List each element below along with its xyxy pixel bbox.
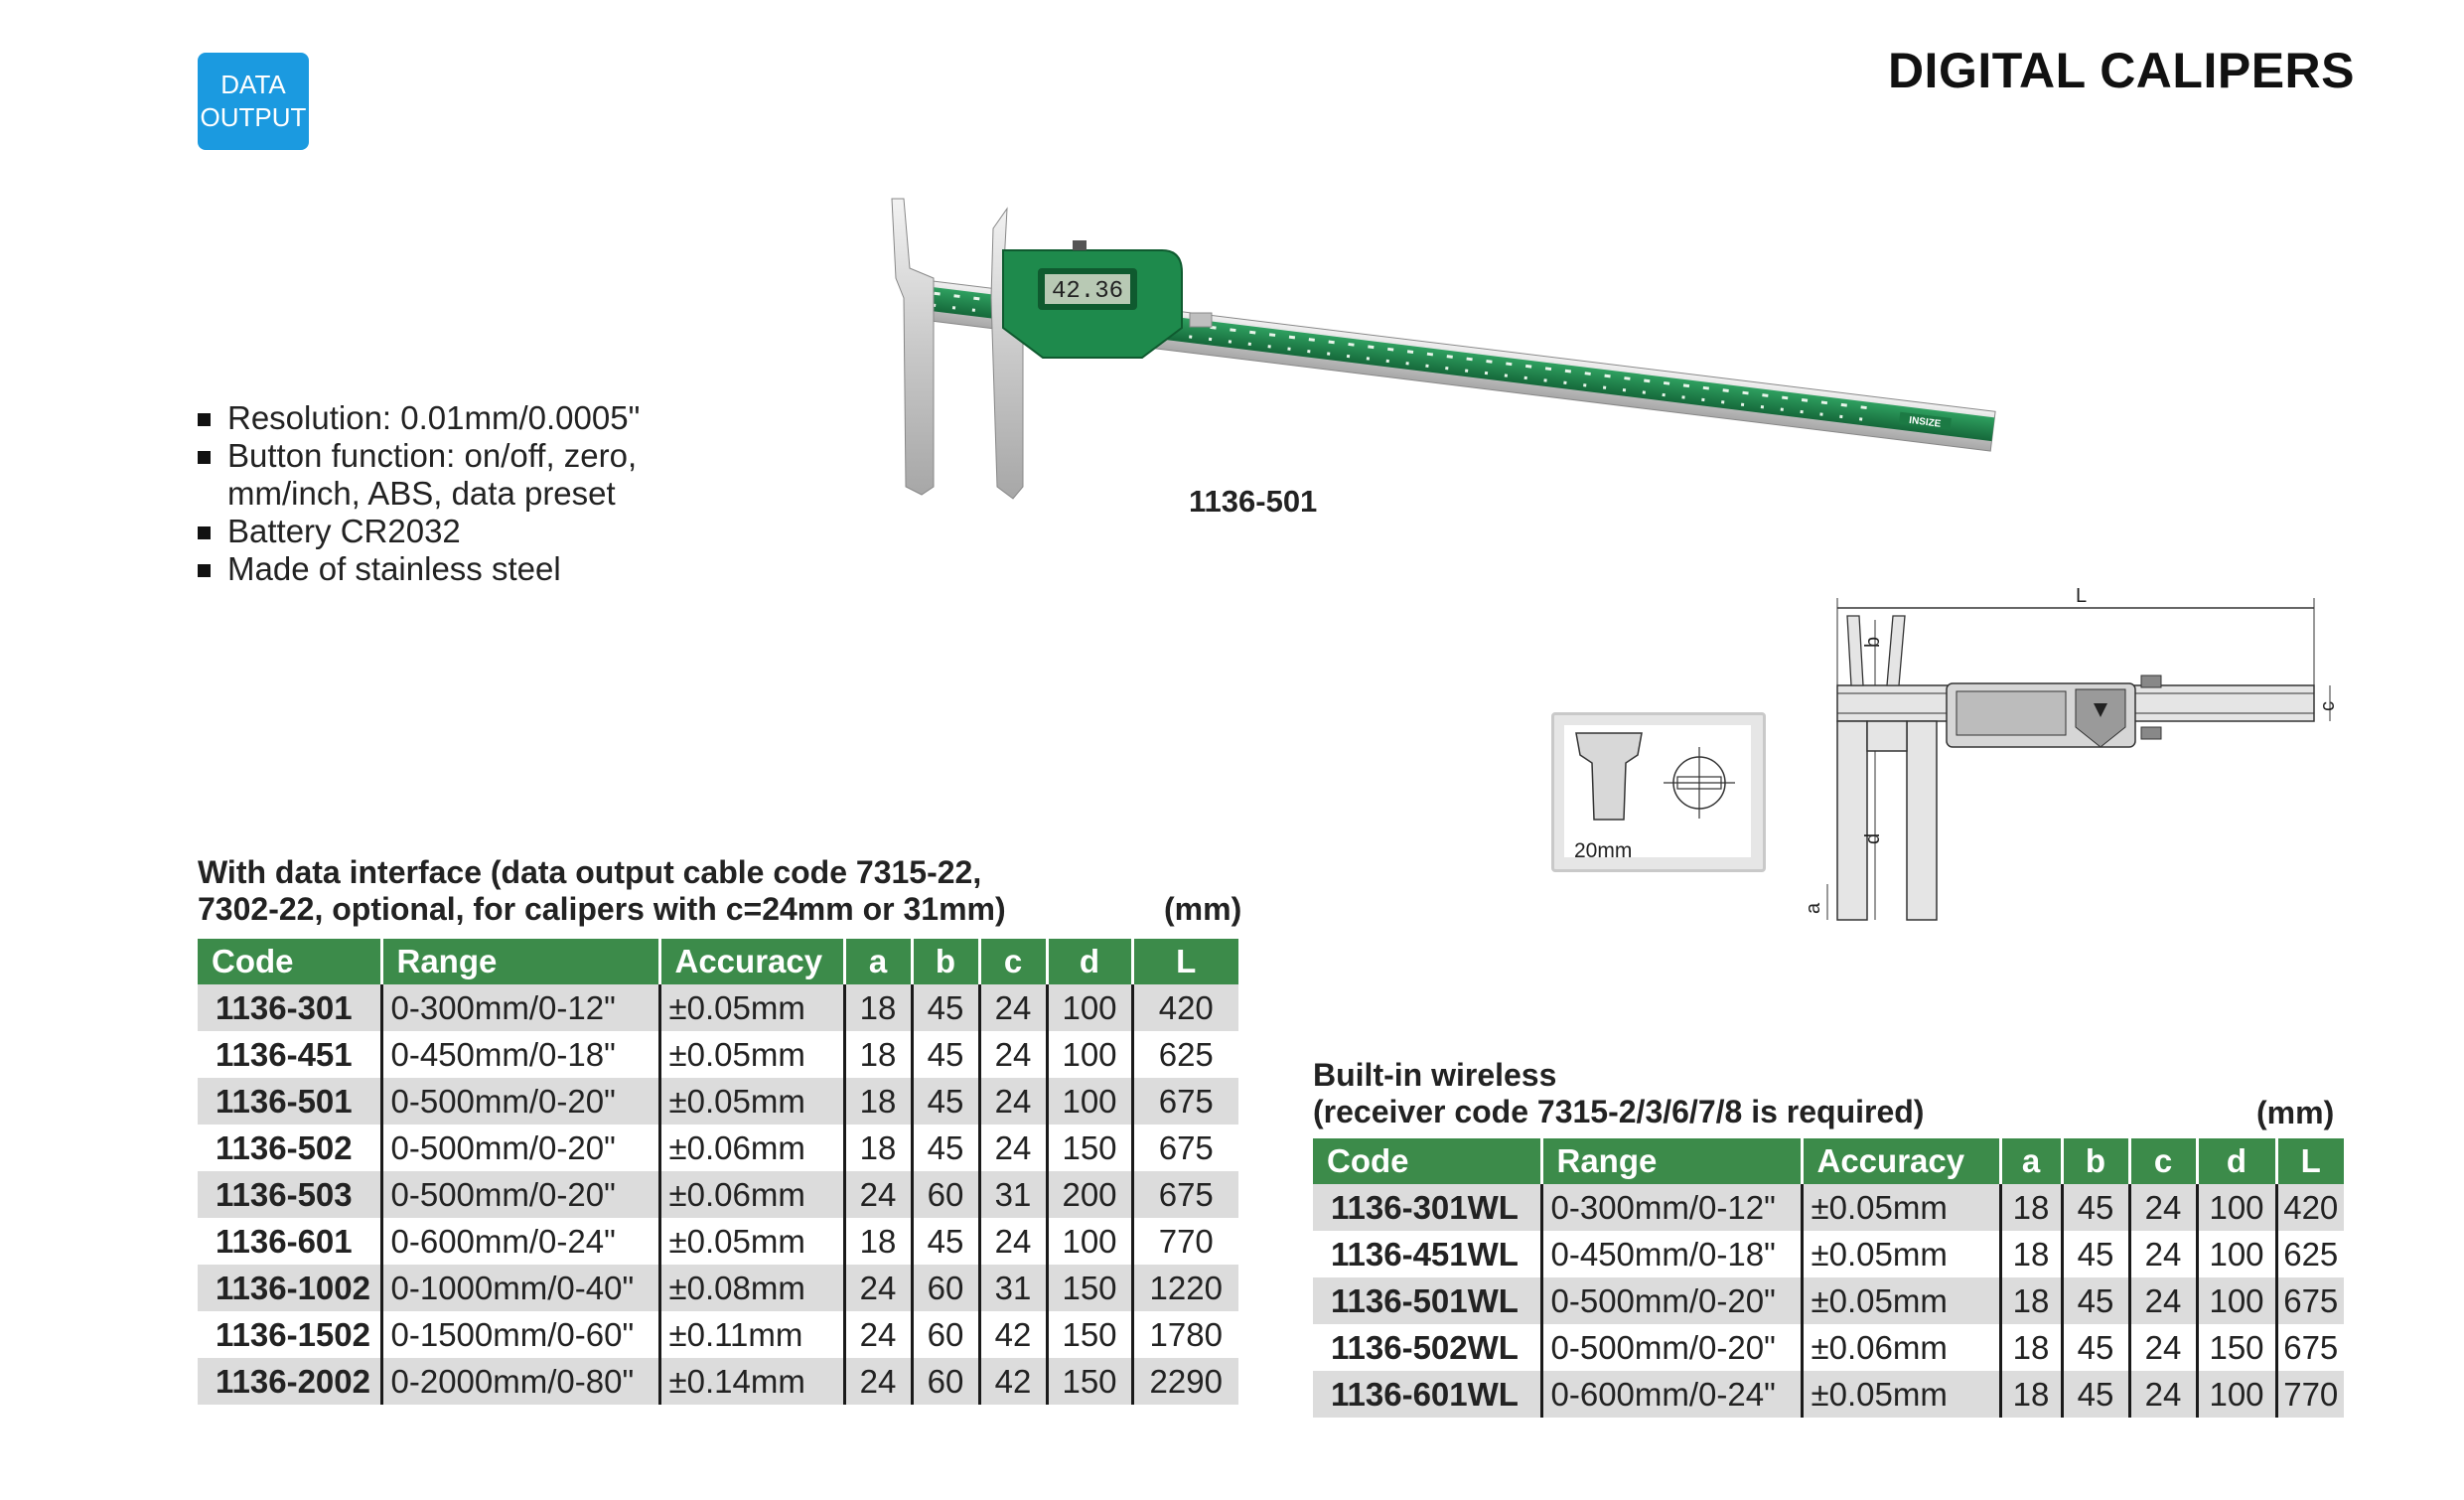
cell-d: 150: [2197, 1324, 2276, 1371]
cell-b: 45: [912, 1031, 979, 1078]
display-reading: 42.36: [1051, 278, 1124, 305]
cell-range: 0-450mm/0-18": [381, 1031, 659, 1078]
cell-l: 675: [2276, 1277, 2344, 1324]
cell-a: 18: [844, 1031, 912, 1078]
cell-range: 0-2000mm/0-80": [381, 1358, 659, 1405]
cell-range: 0-500mm/0-20": [381, 1078, 659, 1125]
feature-item-continued: [196, 475, 640, 513]
cell-range: 0-1500mm/0-60": [381, 1311, 659, 1358]
cell-range: 0-500mm/0-20": [381, 1125, 659, 1171]
cell-l: 675: [2283, 1328, 2339, 1366]
cell-code: 1136-601: [198, 1218, 381, 1265]
cell-code: 1136-301: [198, 984, 381, 1031]
cell-l: 675: [1132, 1078, 1238, 1125]
column-header-a: a: [2000, 1138, 2062, 1184]
cell-l: 770: [2276, 1371, 2344, 1418]
dim-a-label: a: [1803, 902, 1824, 914]
cell-c: 24: [2129, 1231, 2197, 1277]
table-row: [198, 1311, 1238, 1358]
cell-range: 0-1000mm/0-40": [381, 1265, 659, 1311]
cell-b: 45: [2062, 1277, 2129, 1324]
cell-a: 18: [2000, 1231, 2062, 1277]
cell-accuracy: ±0.05mm: [659, 1218, 844, 1265]
cell-range: 0-600mm/0-24": [1541, 1371, 1802, 1418]
cell-code: 1136-503: [198, 1171, 381, 1218]
cell-code: 1136-501: [198, 1078, 381, 1125]
cell-l: 420: [2276, 1184, 2344, 1231]
column-header-l: L: [1132, 939, 1238, 984]
column-header-c: c: [2129, 1138, 2197, 1184]
cell-b: 45: [912, 1125, 979, 1171]
cell-c: 24: [979, 1218, 1047, 1265]
table2-unit: (mm): [2256, 1095, 2335, 1130]
cell-range: 0-500mm/0-20": [1541, 1324, 1802, 1371]
table-row: [198, 984, 1238, 1031]
table-row: [1313, 1371, 2344, 1418]
cell-accuracy: ±0.05mm: [1802, 1371, 2000, 1418]
caliper-product-image: [874, 189, 2006, 526]
table-row: [198, 1171, 1238, 1218]
table-row: [1313, 1277, 2344, 1324]
cell-l: 1220: [1132, 1265, 1238, 1311]
cell-a: 18: [844, 1125, 912, 1171]
cell-accuracy: ±0.06mm: [659, 1125, 844, 1171]
cell-a: 18: [2000, 1277, 2062, 1324]
cell-d: 150: [1047, 1311, 1132, 1358]
cell-code: 1136-2002: [198, 1358, 381, 1405]
thumb-dimension-label: 20mm: [1574, 839, 1633, 862]
cell-d: 100: [1047, 984, 1132, 1031]
feature-item: [196, 437, 640, 475]
feature-text: Battery CR2032: [227, 513, 461, 549]
bullet-icon: [198, 526, 211, 539]
cell-c: 31: [979, 1171, 1047, 1218]
cell-c: 24: [979, 1031, 1047, 1078]
table-row: [198, 1358, 1238, 1405]
column-header-range: Range: [381, 939, 659, 984]
cell-c: 24: [979, 1125, 1047, 1171]
cell-b: 45: [2062, 1371, 2129, 1418]
cell-accuracy: ±0.14mm: [659, 1358, 844, 1405]
cell-b: 45: [912, 1218, 979, 1265]
brand-mark: INSIZE: [1908, 414, 1942, 430]
feature-text: Resolution: 0.01mm/0.0005": [227, 399, 641, 436]
cell-d: 100: [1047, 1031, 1132, 1078]
bullet-icon: [198, 451, 211, 464]
table-row: [198, 1031, 1238, 1078]
cell-l: 675: [1132, 1171, 1238, 1218]
caliper-dimension-drawing: [1798, 586, 2354, 944]
cell-range: 0-300mm/0-12": [1541, 1184, 1802, 1231]
cell-d: 100: [2197, 1231, 2276, 1277]
column-header-b: b: [912, 939, 979, 984]
cell-c: 24: [979, 1078, 1047, 1125]
cell-d: 100: [2197, 1277, 2276, 1324]
cell-b: 45: [2062, 1231, 2129, 1277]
page-title: DIGITAL CALIPERS: [1887, 43, 2355, 98]
cell-d: 200: [1047, 1171, 1132, 1218]
cell-l: 625: [1158, 1035, 1214, 1073]
table2-caption: [1313, 1057, 1924, 1130]
cell-b: 60: [912, 1265, 979, 1311]
table-row: [198, 1218, 1238, 1265]
cell-l: 770: [1158, 1222, 1214, 1260]
dim-b-label: b: [1862, 636, 1884, 648]
dim-d-label: d: [1862, 832, 1884, 844]
cell-b: 45: [912, 984, 979, 1031]
column-header-code: Code: [1313, 1138, 1541, 1184]
cell-accuracy: ±0.06mm: [659, 1171, 844, 1218]
cell-a: 18: [2000, 1324, 2062, 1371]
jaw-detail-thumbnail: [1551, 712, 1766, 872]
cell-l: 675: [1158, 1128, 1214, 1166]
column-header-l: L: [2276, 1138, 2344, 1184]
cell-a: 24: [844, 1171, 912, 1218]
cell-b: 45: [2062, 1184, 2129, 1231]
cell-c: 24: [2129, 1371, 2197, 1418]
feature-item: [196, 550, 640, 588]
cell-range: 0-600mm/0-24": [381, 1218, 659, 1265]
dim-c-label: c: [2317, 701, 2339, 711]
cell-c: 42: [979, 1358, 1047, 1405]
cell-c: 24: [2129, 1184, 2197, 1231]
table1-caption-line2: 7302-22, optional, for calipers with c=24mm or 31mm): [198, 891, 1006, 927]
cell-range: 0-450mm/0-18": [1541, 1231, 1802, 1277]
cell-d: 100: [1047, 1218, 1132, 1265]
table-row: [198, 1265, 1238, 1311]
cell-a: 18: [844, 1078, 912, 1125]
cell-accuracy: ±0.05mm: [659, 1078, 844, 1125]
feature-list: [196, 399, 640, 588]
column-header-accuracy: Accuracy: [1802, 1138, 2000, 1184]
cell-a: 24: [844, 1311, 912, 1358]
cell-accuracy: ±0.05mm: [659, 1031, 844, 1078]
column-header-c: c: [979, 939, 1047, 984]
column-header-a: a: [844, 939, 912, 984]
cell-a: 18: [2000, 1184, 2062, 1231]
cell-d: 100: [2197, 1184, 2276, 1231]
cell-b: 45: [912, 1078, 979, 1125]
table-row: [198, 1078, 1238, 1125]
table1-unit: (mm): [1164, 891, 1242, 927]
data-interface-spec-table: [198, 939, 1238, 1405]
table2-caption-line1: Built-in wireless: [1313, 1057, 1557, 1093]
feature-item: [196, 513, 640, 550]
table-header-row: [1313, 1138, 2344, 1184]
column-header-accuracy: Accuracy: [659, 939, 844, 984]
column-header-b: b: [2062, 1138, 2129, 1184]
cell-l: 625: [2283, 1235, 2339, 1273]
cell-b: 60: [912, 1311, 979, 1358]
cell-accuracy: ±0.05mm: [1802, 1277, 2000, 1324]
cell-l: 2290: [1132, 1358, 1238, 1405]
cell-d: 100: [1047, 1078, 1132, 1125]
cell-accuracy: ±0.05mm: [659, 984, 844, 1031]
data-output-badge: [198, 53, 309, 150]
feature-item: [196, 399, 640, 437]
cell-d: 150: [1047, 1265, 1132, 1311]
table2-caption-line2: (receiver code 7315-2/3/6/7/8 is required): [1313, 1094, 1925, 1129]
table-row: [1313, 1324, 2344, 1371]
cell-c: 42: [979, 1311, 1047, 1358]
cell-d: 100: [2197, 1371, 2276, 1418]
feature-text: Made of stainless steel: [227, 550, 561, 587]
cell-accuracy: ±0.08mm: [659, 1265, 844, 1311]
feature-text: Button function: on/off, zero,: [227, 437, 638, 474]
cell-b: 60: [912, 1171, 979, 1218]
cell-a: 18: [2000, 1371, 2062, 1418]
cell-code: 1136-601WL: [1313, 1371, 1541, 1418]
column-header-d: d: [1047, 939, 1132, 984]
cell-accuracy: ±0.06mm: [1802, 1324, 2000, 1371]
cell-b: 45: [2062, 1324, 2129, 1371]
table-row: [1313, 1231, 2344, 1277]
cell-accuracy: ±0.11mm: [659, 1311, 844, 1358]
cell-code: 1136-451: [198, 1031, 381, 1078]
cell-code: 1136-1502: [198, 1311, 381, 1358]
column-header-range: Range: [1541, 1138, 1802, 1184]
feature-text: mm/inch, ABS, data preset: [227, 475, 616, 512]
cell-l: 1780: [1149, 1315, 1223, 1353]
cell-code: 1136-501WL: [1313, 1277, 1541, 1324]
table-row: [198, 1125, 1238, 1171]
cell-c: 31: [979, 1265, 1047, 1311]
cell-d: 150: [1047, 1125, 1132, 1171]
cell-b: 60: [912, 1358, 979, 1405]
cell-code: 1136-301WL: [1313, 1184, 1541, 1231]
jaw-detail-drawing: [1564, 725, 1751, 857]
cell-range: 0-500mm/0-20": [1541, 1277, 1802, 1324]
cell-c: 24: [2129, 1324, 2197, 1371]
cell-range: 0-300mm/0-12": [381, 984, 659, 1031]
cell-a: 18: [844, 1218, 912, 1265]
cell-range: 0-500mm/0-20": [381, 1171, 659, 1218]
cell-accuracy: ±0.05mm: [1802, 1231, 2000, 1277]
bullet-icon: [198, 413, 211, 426]
wireless-spec-table: [1313, 1138, 2344, 1418]
table-row: [1313, 1184, 2344, 1231]
cell-code: 1136-1002: [198, 1265, 381, 1311]
cell-code: 1136-502: [198, 1125, 381, 1171]
table-header-row: [198, 939, 1238, 984]
cell-code: 1136-502WL: [1313, 1324, 1541, 1371]
cell-d: 150: [1047, 1358, 1132, 1405]
cell-l: 420: [1132, 984, 1238, 1031]
cell-a: 24: [844, 1358, 912, 1405]
dim-L-label: L: [2076, 586, 2088, 607]
cell-c: 24: [979, 984, 1047, 1031]
cell-a: 24: [844, 1265, 912, 1311]
cell-a: 18: [844, 984, 912, 1031]
product-model-label: 1136-501: [1189, 484, 1318, 519]
cell-code: 1136-451WL: [1313, 1231, 1541, 1277]
column-header-code: Code: [198, 939, 381, 984]
column-header-d: d: [2197, 1138, 2276, 1184]
table1-caption-line1: With data interface (data output cable code 7315-22,: [198, 854, 982, 890]
cell-c: 24: [2129, 1277, 2197, 1324]
cell-accuracy: ±0.05mm: [1802, 1184, 2000, 1231]
badge-line-1: DATA: [220, 70, 286, 99]
table1-caption: [198, 854, 1006, 928]
bullet-icon: [198, 564, 211, 577]
badge-line-2: OUTPUT: [200, 102, 307, 132]
